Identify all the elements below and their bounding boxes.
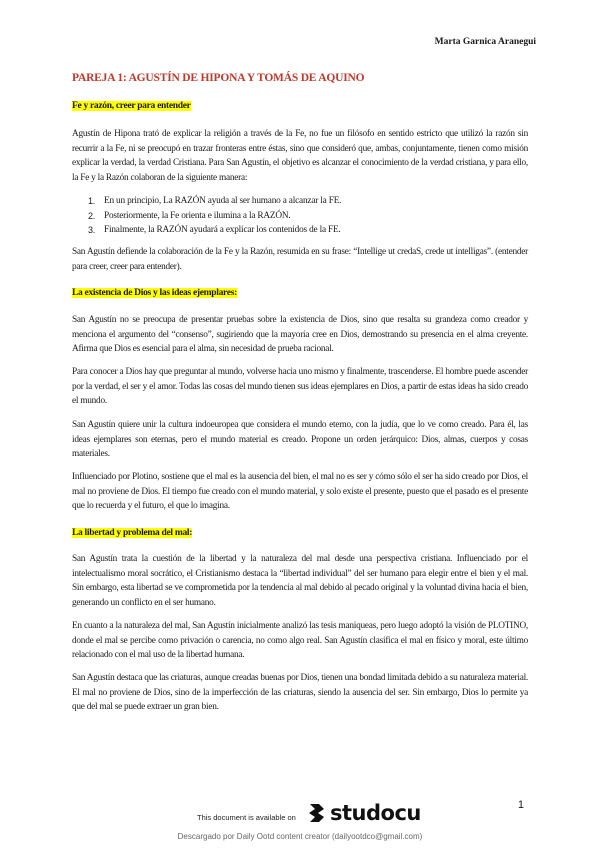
- list-item: 3. Finalmente, la RAZÓN ayudará a explicar los contenidos de la FE.: [88, 225, 341, 235]
- paragraph-intro: Agustín de Hipona trató de explicar la religión a través de la Fe, no fue un filósofo en sentido estricto que utilizó la razón sin recurrir a la Fe, ni se preocupó en trazar fronteras entre éstas, sino que consideró que, ambas, conjuntamente, tienen como misión explicar la verdad, la verdad Cristiana. Para San Agustín, el objetivo es alcanzar el conocimiento de la verdad cristiana, y para ello, la Fe y la Razón colaboran de la siguiente manera:: [72, 129, 528, 183]
- studocu-logo-icon: [307, 802, 327, 824]
- paragraph: En cuanto a la naturaleza del mal, San Agustín inicialmente analizó las tesis maniqueas, pero luego adoptó la visión de PLOTINO, donde el mal se percibe como privación o carencia, no como algo real. San Agustín clasifica el mal en físico y moral, este último relacionado con el mal uso de la libertad humana.: [72, 621, 528, 660]
- paragraph: San Agustín quiere unir la cultura indoeuropea que considera el mundo eterno, con la judía, que lo ve como creado. Para él, las ideas ejemplares son eternas, pero el mundo material es creado. Propone un orden jerárquico: Dios, almas, cuerpos y cosas materiales.: [72, 420, 528, 459]
- paragraph: Para conocer a Dios hay que preguntar al mundo, volverse hacia uno mismo y finalmente, trascenderse. El hombre puede ascender por la verdad, el ser y el amor. Todas las cosas del mundo tienen sus ideas ejemplares en Dios, a partir de estas ideas ha sido creado el mundo.: [72, 367, 528, 406]
- download-notice: Descargado por Daily Ootd content creator (dailyootdco@gmail.com): [177, 832, 423, 841]
- paragraph: San Agustín destaca que las criaturas, aunque creadas buenas por Dios, tienen una bondad limitada debido a su naturaleza material. El mal no proviene de Dios, sino de la imperfección de las criaturas, siendo la ausencia del ser. Sin embargo, Dios lo permite ya que del mal se puede extraer un gran bien.: [72, 673, 528, 712]
- list-item: 1. En un principio, La RAZÓN ayuda al ser humano a alcanzar la FE.: [88, 196, 342, 206]
- paragraph-closing: San Agustín defiende la colaboración de la Fe y la Razón, resumida en su frase: “Intellige ut credaS, crede ut intelligas”. (entender para creer, creer para entender).: [72, 247, 528, 272]
- list-item: 2. Posteriormente, la Fe orienta e ilumina a la RAZÓN.: [88, 210, 291, 221]
- page-number: 1: [517, 799, 524, 811]
- paragraph: San Agustín trata la cuestión de la libertad y la naturaleza del mal desde una perspectiva cristiana. Influenciado por el intelectualismo moral socrático, el Cristianismo destaca la “libertad individual” del ser humano para elegir entre el bien y el mal. Sin embargo, esta libertad se ve comprometida por la tendencia al mal debido al pecado original y la voluntad divina hacia el bien, generando un conflicto en el ser humano.: [72, 554, 528, 608]
- studocu-logo-text: studocu: [330, 801, 421, 825]
- availability-note: This document is available on: [197, 813, 296, 822]
- paragraph: Influenciado por Plotino, sostiene que el mal es la ausencia del bien, el mal no es ser y cómo sólo el ser ha sido creado por Dios, el mal no proviene de Dios. El tiempo fue creado con el mundo material, y solo existe el presente, puesto que el pasado es el presente que lo recuerda y el futuro, el que lo imagina.: [72, 472, 528, 511]
- studocu-logo[interactable]: [307, 801, 421, 825]
- section-heading-fe-razon: Fe y razón, creer para entender: [72, 101, 191, 111]
- section-heading-existencia-dios: La existencia de Dios y las ideas ejemplares:: [72, 288, 237, 298]
- section-heading-libertad-mal: La libertad y problema del mal:: [72, 528, 193, 538]
- document-title: PAREJA 1: AGUSTÍN DE HIPONA Y TOMÁS DE AQUINO: [72, 72, 365, 84]
- paragraph: San Agustín no se preocupa de presentar pruebas sobre la existencia de Dios, sino que resalta su grandeza como creador y menciona el argumento del “consenso”, sugiriendo que la mayoría cree en Dios, demostrando su presencia en el alma creyente. Afirma que Dios es esencial para el alma, sin necesidad de prueba racional.: [72, 315, 528, 354]
- numbered-list: [72, 194, 528, 238]
- author-name: Marta Garnica Aranegui: [434, 37, 536, 47]
